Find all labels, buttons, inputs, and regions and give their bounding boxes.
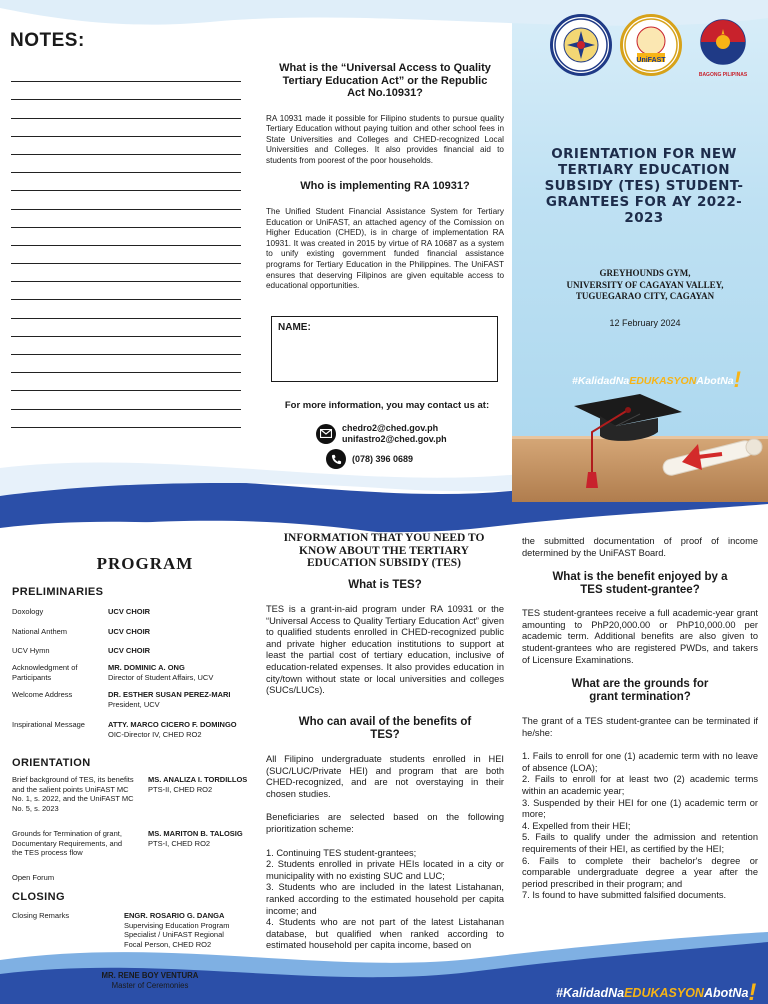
info-title: INFORMATION THAT YOU NEED TO KNOW ABOUT THE TERTIARY EDUCATION SUBSIDY (TES) (283, 532, 485, 569)
program-item-label: Welcome Address (12, 690, 73, 699)
mc-role: Master of Ceremonies (111, 980, 189, 990)
hashtag-part-edukasyon: EDUKASYON (624, 986, 704, 1000)
program-item-label: Grounds for Termination of grant, Documentary Requirements, and the TES process flow (12, 829, 123, 857)
what-is-tes-body: TES is a grant-in-aid program under RA 10931 or the “Universal Access to Quality Tertiary Education Act” given to qualified students enrolled in CHED-recognized public and private higher education institutions to support at least the partial cost of tertiary education, inclusive of education-related expenses. It also provides education in city/town without state or local universities and colleges (SUCs/LUCs). (266, 604, 504, 696)
hashtag-top (572, 364, 741, 390)
program-item-speaker: ENGR. ROSARIO G. DANGA Supervising Education Program Specialist / UniFAST Regional Focal Person, CHED RO2 (124, 911, 230, 949)
grounds-heading: What are the grounds for grant termination? (571, 678, 709, 703)
notes-title: NOTES: (10, 30, 85, 51)
prioritization-list (266, 848, 504, 952)
hashtag-part-a: #KalidadNa (572, 375, 630, 387)
orientation-heading: ORIENTATION (12, 757, 91, 769)
venue-line-1: GREYHOUNDS GYM, (599, 268, 691, 278)
bagong-pilipinas-logo (690, 12, 756, 78)
list-item: 3. Suspended by their HEI for one (1) academic term or more; (522, 797, 758, 820)
who-can-avail-heading: Who can avail of the benefits of TES? (298, 716, 472, 741)
grounds-list (522, 751, 758, 902)
email-contact (316, 423, 447, 444)
implementing-heading: Who is implementing RA 10931? (300, 180, 470, 193)
grounds-intro: The grant of a TES student-grantee can be terminated if he/she: (522, 716, 758, 738)
list-item: 1. Fails to enroll for one (1) academic term with no leave of absence (LOA); (522, 751, 758, 773)
venue (540, 268, 750, 303)
phone-icon (326, 449, 346, 469)
program-title: PROGRAM (96, 554, 194, 573)
hashtag-part-a: #KalidadNa (556, 986, 625, 1000)
contact-title: For more information, you may contact us at: (284, 400, 490, 411)
ra10931-section (266, 62, 504, 292)
phone-number[interactable]: (078) 396 0689 (352, 454, 414, 464)
list-item: 1. Continuing TES student-grantees; (266, 847, 417, 858)
benefit-body: TES student-grantees receive a full academic-year grant amounting to PhP20,000.00 or PhP10,000.00 per academic term. Additional benefits are also given to student-grantees who are registered PWDs, and takers of Licensure Examinations. (522, 608, 758, 665)
benefit-section (522, 536, 758, 666)
program-item-performer: DR. ESTHER SUSAN PEREZ-MARI President, UCV (108, 690, 231, 709)
master-of-ceremonies (60, 971, 240, 990)
program-item-label: Acknowledgment of Participants (12, 663, 78, 682)
ra10931-heading: What is the “Universal Access to Quality Tertiary Education Act” or the Republic Act No.10931? (279, 62, 491, 99)
implementing-body: The Unified Student Financial Assistance System for Tertiary Education or UniFAST, an attached agency of the Comission on Higher Education (CHED), is in charge of implementation RA 10931. It was created in 2015 by virtue of RA 10687 as a system to unify existing government funded financial assistance programs for Tertiary Education in the Philippines. The UniFAST ensures that deserving Filipinos are given equitable access to educational opportunities. (266, 206, 504, 291)
email-primary[interactable]: chedro2@ched.gov.ph (342, 423, 439, 433)
program-item-label: Doxology (12, 607, 44, 616)
list-item: 7. Is found to have submitted falsified documents. (522, 890, 727, 901)
notes-lines[interactable] (11, 64, 241, 428)
preliminaries-heading: PRELIMINARIES (12, 586, 104, 598)
logo-row (550, 12, 760, 88)
program-item-label: Brief background of TES, its benefits and the salient points UniFAST MC No. 1, s. 2022, and the UniFAST MC No. 5, s. 2023 (12, 775, 134, 813)
bagong-pilipinas-label: BAGONG PILIPINAS (698, 72, 748, 78)
phone-contact (326, 449, 413, 469)
hashtag-bottom (556, 976, 756, 1004)
program-item-label: National Anthem (12, 627, 68, 636)
list-item: 6. Fails to complete their bachelor's degree or comparable undergraduate degree a year after the period prescribed in their program; and (522, 855, 758, 889)
list-item: 2. Fails to enroll for at least two (2) academic terms within an academic year; (522, 774, 758, 796)
hashtag-exclamation: ! (748, 979, 757, 1004)
list-item: 4. Expelled from their HEI; (522, 820, 631, 831)
program-item-label: Inspirational Message (12, 720, 85, 729)
program-item-performer: UCV CHOIR (108, 607, 151, 616)
program-item-label: UCV Hymn (12, 646, 50, 655)
hashtag-part-edukasyon: EDUKASYON (629, 375, 697, 387)
mc-name: MR. RENE BOY VENTURA (101, 971, 199, 980)
hashtag-part-c: AbotNa (703, 986, 749, 1000)
benefit-heading: What is the benefit enjoyed by a TES student-grantee? (552, 571, 728, 597)
event-date: 12 February 2024 (609, 318, 681, 328)
name-label: NAME: (278, 322, 311, 333)
ched-seal-logo (550, 14, 612, 76)
what-is-tes-section (266, 579, 504, 697)
list-item: 2. Students enrolled in private HEIs located in a city or municipality with no existing SUC and LUC; (266, 859, 504, 881)
ra10931-body: RA 10931 made it possible for Filipino students to pursue quality Tertiary Education without paying tuition and other school fees in State Universities and Colleges and CHED-recognized Local Universities and Colleges. It also provides financial aid to students from poorest of the poor households. (266, 113, 504, 165)
list-item: 5. Fails to qualify under the admission and retention requirements of their HEI, as certified by the HEI; (522, 832, 758, 854)
envelope-icon (316, 424, 336, 444)
closing-heading: CLOSING (12, 891, 65, 903)
program-item-speaker: MS. MARITON B. TALOSIG PTS-I, CHED RO2 (148, 829, 243, 848)
program-item-performer: MR. DOMINIC A. ONG Director of Student Affairs, UCV (108, 663, 214, 682)
venue-line-2: UNIVERSITY OF CAGAYAN VALLEY, (566, 279, 724, 290)
who-can-avail-section (266, 716, 504, 952)
prioritization-intro: Beneficiaries are selected based on the following prioritization scheme: (266, 812, 504, 834)
orientation-title: ORIENTATION FOR NEW TERTIARY EDUCATION SUBSIDY (TES) STUDENT-GRANTEES FOR AY 2022-2023 (544, 146, 744, 226)
program-item-performer: UCV CHOIR (108, 646, 151, 655)
program-item-performer: ATTY. MARCO CICERO F. DOMINGO OIC-Director IV, CHED RO2 (108, 720, 237, 739)
who-can-avail-body: All Filipino undergraduate students enrolled in HEI (SUC/LUC/Private HEI) and program that are both CHED-recognized, and are not overstaying in their chosen studies. (266, 754, 504, 799)
venue-line-3: TUGUEGARAO CITY, CAGAYAN (575, 291, 715, 301)
graduation-cap-diploma-image (512, 392, 768, 502)
name-field[interactable] (271, 316, 498, 382)
list-item: 3. Students who are included in the latest Listahanan, ranked according to the estimated household per capita income; and (266, 882, 504, 916)
unifast-seal-logo (620, 14, 682, 76)
program-item-speaker: MS. ANALIZA I. TORDILLOS PTS-II, CHED RO2 (148, 775, 248, 794)
program-item-performer: UCV CHOIR (108, 627, 151, 636)
what-is-tes-heading: What is TES? (348, 579, 422, 591)
open-forum-label: Open Forum (12, 873, 55, 882)
income-continuation: the submitted documentation of proof of income determined by the UniFAST Board. (522, 536, 758, 558)
email-secondary[interactable]: unifastro2@ched.gov.ph (342, 433, 447, 444)
termination-section (522, 678, 758, 902)
program-item-label: Closing Remarks (12, 911, 70, 920)
unifast-wordmark: UniFAST (636, 57, 666, 64)
hashtag-exclamation: ! (733, 367, 741, 392)
hashtag-part-c: AbotNa (696, 375, 734, 387)
list-item: 4. Students who are not part of the latest Listahanan database, but qualified when ranked according to estimated household per capita income, based on (266, 917, 504, 951)
